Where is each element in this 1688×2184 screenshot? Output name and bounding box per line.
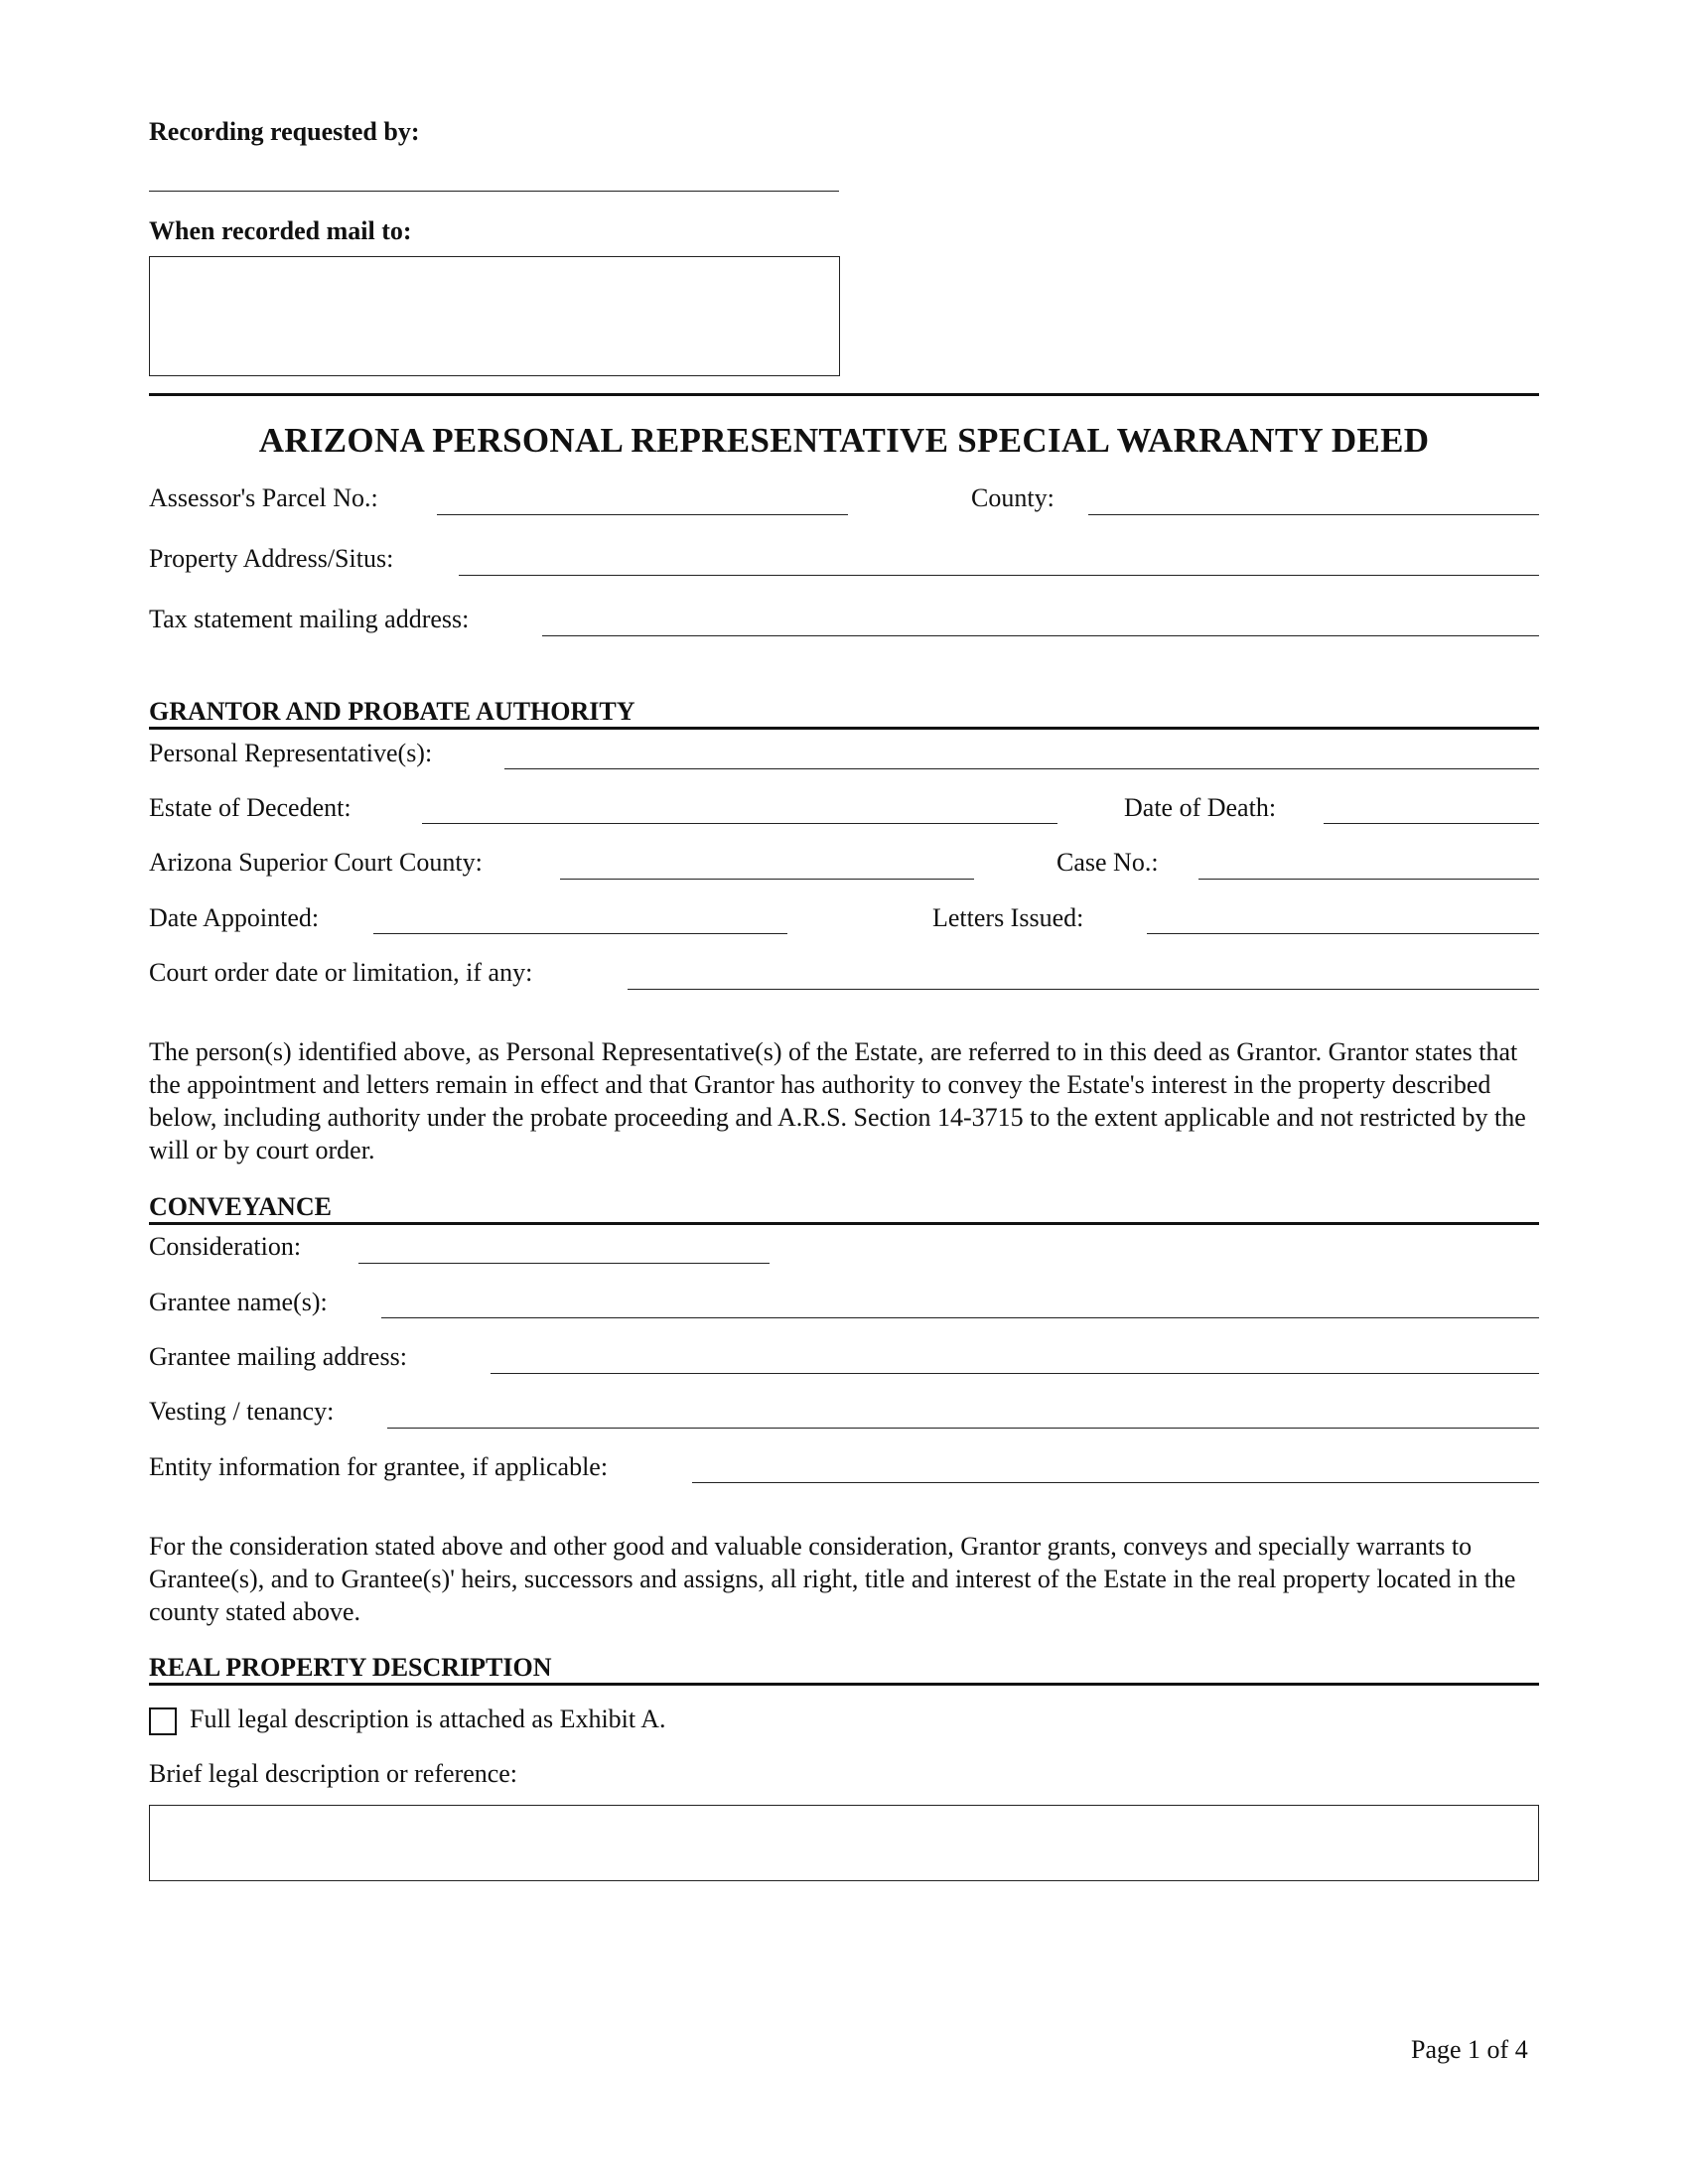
- court-order-field[interactable]: [628, 989, 1539, 990]
- parcel-label: Assessor's Parcel No.:: [149, 483, 378, 512]
- case-no-field[interactable]: [1198, 879, 1539, 880]
- vesting-label: Vesting / tenancy:: [149, 1397, 335, 1426]
- court-order-label: Court order date or limitation, if any:: [149, 958, 533, 987]
- date-appointed-field[interactable]: [373, 933, 787, 934]
- court-county-label: Arizona Superior Court County:: [149, 848, 483, 877]
- entity-info-field[interactable]: [692, 1482, 1539, 1483]
- property-description-section-title: REAL PROPERTY DESCRIPTION: [149, 1653, 552, 1682]
- header-divider: [149, 393, 1539, 396]
- date-of-death-label: Date of Death:: [1124, 793, 1277, 822]
- date-appointed-label: Date Appointed:: [149, 903, 320, 932]
- date-of-death-field[interactable]: [1324, 823, 1539, 824]
- conveyance-paragraph: For the consideration stated above and other good and valuable consideration, Grantor grants, conveys and specially warrants to Grantee(s), and to Grantee(s)' heirs, successors and assigns, all right, title and interest of the Estate in the real property located in the county stated above.: [149, 1532, 1516, 1626]
- county-field[interactable]: [1088, 514, 1539, 515]
- consideration-field[interactable]: [358, 1263, 770, 1264]
- mail-to-label: When recorded mail to:: [149, 216, 412, 245]
- recording-requested-label: Recording requested by:: [149, 117, 420, 146]
- tax-address-field[interactable]: [542, 635, 1539, 636]
- entity-info-label: Entity information for grantee, if applicable:: [149, 1452, 609, 1481]
- estate-label: Estate of Decedent:: [149, 793, 352, 822]
- exhibit-a-checkbox[interactable]: [149, 1707, 177, 1735]
- property-description-section-heading: [149, 1651, 1539, 1686]
- grantor-section-heading: [149, 695, 1539, 730]
- letters-issued-field[interactable]: [1147, 933, 1539, 934]
- exhibit-a-label: Full legal description is attached as Exhibit A.: [190, 1705, 666, 1733]
- parcel-field[interactable]: [437, 514, 848, 515]
- page-number: Page 1 of 4: [1411, 2035, 1528, 2064]
- consideration-label: Consideration:: [149, 1232, 302, 1261]
- vesting-field[interactable]: [387, 1428, 1539, 1429]
- recording-requested-field[interactable]: [149, 191, 839, 192]
- court-county-field[interactable]: [560, 879, 974, 880]
- letters-issued-label: Letters Issued:: [932, 903, 1084, 932]
- conveyance-section-heading: [149, 1190, 1539, 1225]
- conveyance-section-title: CONVEYANCE: [149, 1192, 332, 1221]
- personal-rep-label: Personal Representative(s):: [149, 739, 433, 767]
- brief-description-box[interactable]: [149, 1805, 1539, 1881]
- grantor-authority-paragraph: The person(s) identified above, as Personal Representative(s) of the Estate, are referred to in this deed as Grantor. Grantor states that the appointment and letters remain in effect and that Grantor has authority to convey the Estate's interest in the property described below, including authority under the probate proceeding and A.R.S. Section 14-3715 to the extent applicable and not restricted by the will or by court order.: [149, 1037, 1526, 1164]
- tax-address-label: Tax statement mailing address:: [149, 605, 470, 633]
- mail-to-box[interactable]: [149, 256, 840, 376]
- grantee-name-label: Grantee name(s):: [149, 1288, 328, 1316]
- county-label: County:: [971, 483, 1055, 512]
- grantee-address-field[interactable]: [491, 1373, 1539, 1374]
- personal-rep-field[interactable]: [504, 768, 1539, 769]
- property-address-label: Property Address/Situs:: [149, 544, 394, 573]
- document-title: ARIZONA PERSONAL REPRESENTATIVE SPECIAL WARRANTY DEED: [258, 421, 1430, 460]
- property-address-field[interactable]: [459, 575, 1539, 576]
- grantee-name-field[interactable]: [381, 1317, 1539, 1318]
- brief-description-label: Brief legal description or reference:: [149, 1759, 518, 1788]
- estate-field[interactable]: [422, 823, 1057, 824]
- case-no-label: Case No.:: [1056, 848, 1159, 877]
- grantee-address-label: Grantee mailing address:: [149, 1342, 407, 1371]
- grantor-section-title: GRANTOR AND PROBATE AUTHORITY: [149, 697, 635, 726]
